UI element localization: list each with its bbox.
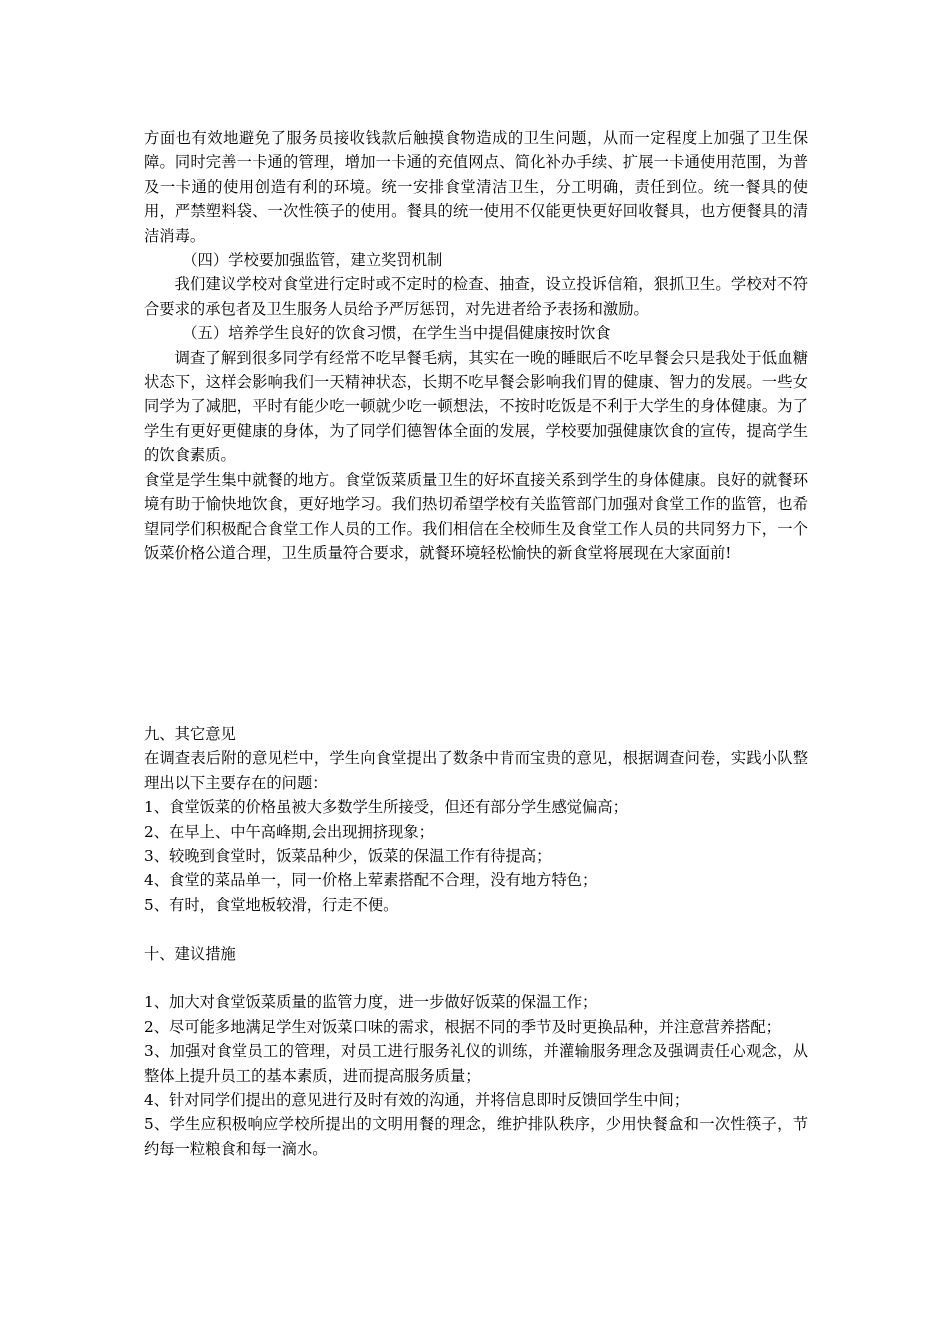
list-item: 4、食堂的菜品单一，同一价格上荤素搭配不合理，没有地方特色； [144,871,598,890]
list-item: 3、加强对食堂员工的管理，对员工进行服务礼仪的训练，并灌输服务理念及强调责任心观念，从整体上提升员工的基本素质，进而提高服务质量； [144,1042,808,1085]
list-item: 5、有时，食堂地板较滑，行走不便。 [144,895,399,914]
paragraph-conclusion: 食堂是学生集中就餐的地方。食堂饭菜质量卫生的好坏直接关系到学生的身体健康。良好的就餐环境有助于愉快地饮食，更好地学习。我们热切希望学校有关监管部门加强对食堂工作的监管，也希望同学们积极配合食堂工作人员的工作。我们相信在全校师生及食堂工作人员的共同努力下，一个饭菜价格公道合理，卫生质量符合要求，就餐环境轻松愉快的新食堂将展现在大家面前! [144,470,808,562]
list-item: 2、尽可能多地满足学生对饭菜口味的需求，根据不同的季节及时更换品种，并注意营养搭配； [144,1017,781,1036]
lower-text-block [144,722,808,1161]
section-nine-title: 九、其它意见 [144,725,236,743]
subheading-supervision: （四）学校要加强监管，建立奖罚机制 [182,251,443,270]
paragraph-eating-habits: 调查了解到很多同学有经常不吃早餐毛病，其实在一晚的睡眠后不吃早餐会只是我处于低血糖状态下，这样会影响我们一天精神状态，长期不吃早餐会影响我们胃的健康、智力的发展。一些女同学为了减肥，平时有能少吃一顿就少吃一顿想法，不按时吃饭是不利于大学生的身体健康。为了学生有更好更健康的身体，为了同学们德智体全面的发展，学校要加强健康饮食的宣传，提高学生的饮食素质。 [144,348,808,465]
paragraph-supervision: 我们建议学校对食堂进行定时或不定时的检查、抽查，设立投诉信箱，狠抓卫生。学校对不符合要求的承包者及卫生服务人员给予严厉惩罚，对先进者给予表扬和激励。 [144,275,808,318]
section-nine-intro: 在调查表后附的意见栏中，学生向食堂提出了数条中肯而宝贵的意见，根据调查问卷，实践小队整理出以下主要存在的问题： [144,749,808,792]
paragraph-meal-card: 方面也有效地避免了服务员接收钱款后触摸食物造成的卫生问题，从而一定程度上加强了卫生保障。同时完善一卡通的管理，增加一卡通的充值网点、简化补办手续、扩展一卡通使用范围，为普及一卡通的使用创造有利的环境。统一安排食堂清洁卫生，分工明确，责任到位。统一餐具的使用，严禁塑料袋、一次性筷子的使用。餐具的统一使用不仅能更快更好回收餐具，也方便餐具的清洁消毒。 [144,129,808,245]
list-item: 1、加大对食堂饭菜质量的监管力度，进一步做好饭菜的保温工作； [144,993,598,1012]
upper-text-block [144,126,808,565]
list-item: 2、在早上、中午高峰期,会出现拥挤现象； [144,822,434,841]
blank-line [144,917,808,941]
section-ten-title: 十、建议措施 [144,944,236,963]
blank-line [144,966,808,990]
list-item: 1、食堂饭菜的价格虽被大多数学生所接受，但还有部分学生感觉偏高； [144,798,628,817]
list-item: 4、针对同学们提出的意见进行及时有效的沟通，并将信息即时反馈回学生中间； [144,1091,690,1110]
list-item: 3、较晚到食堂时，饭菜品种少，饭菜的保温工作有待提高； [144,847,552,866]
subheading-eating-habits: （五）培养学生良好的饮食习惯，在学生当中提倡健康按时饮食 [182,324,611,343]
list-item: 5、学生应积极响应学校所提出的文明用餐的理念，维护排队秩序，少用快餐盒和一次性筷子，节约每一粒粮食和每一滴水。 [144,1115,808,1158]
